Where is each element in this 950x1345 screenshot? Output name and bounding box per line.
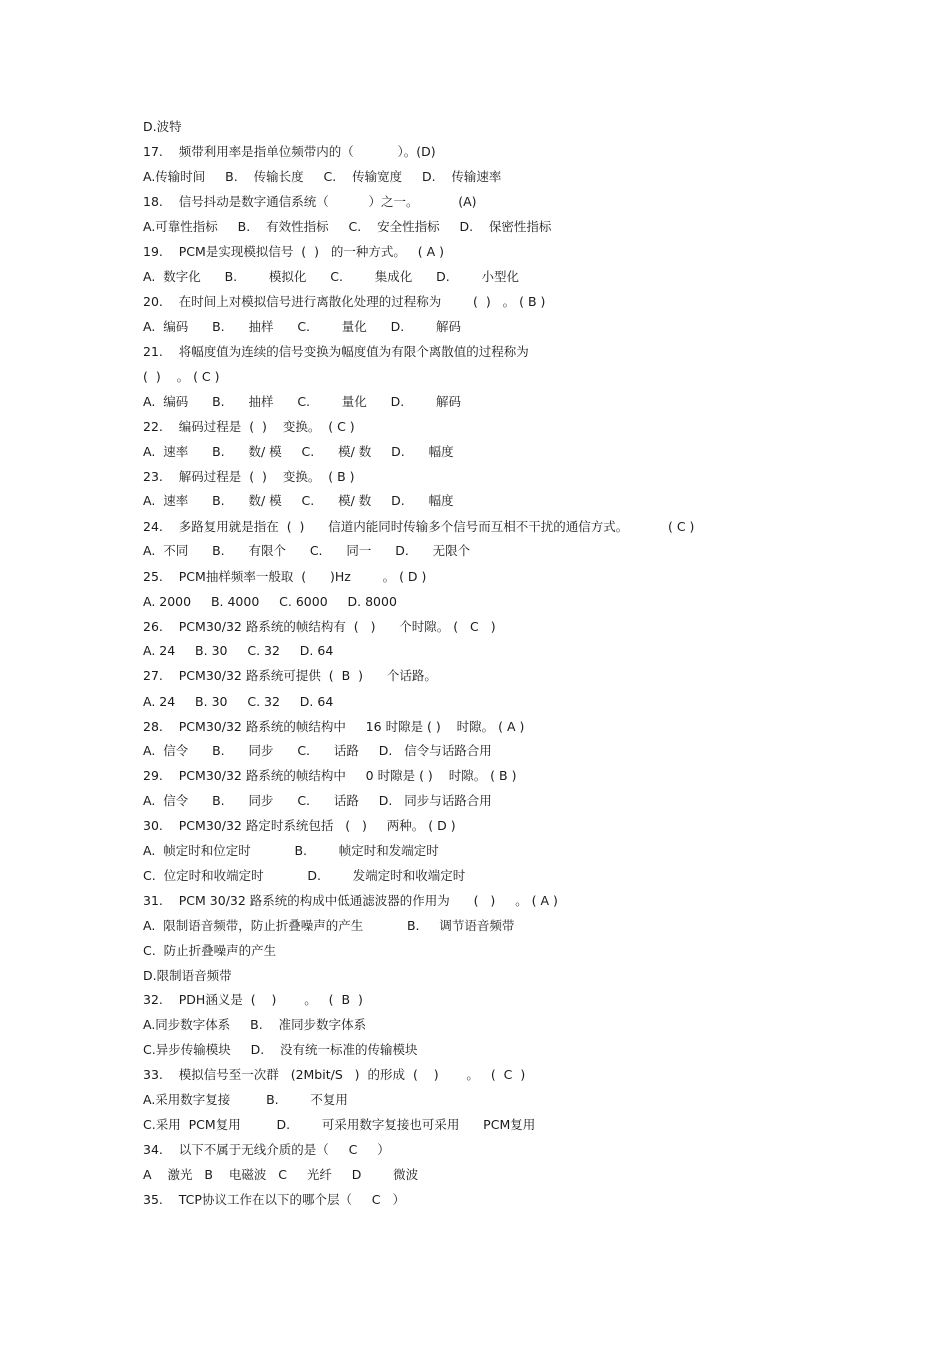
question-21: 21. 将幅度值为连续的信号变换为幅度值为有限个离散值的过程称为 — [143, 344, 529, 359]
options-26: A. 24 B. 30 C. 32 D. 64 — [143, 643, 334, 658]
options-18: A.可靠性指标 B. 有效性指标 C. 安全性指标 D. 保密性指标 — [143, 219, 552, 234]
question-35: 35. TCP协议工作在以下的哪个层（ C ） — [143, 1192, 405, 1207]
question-23: 23. 解码过程是 ( ) 变换。 ( B ) — [143, 469, 355, 484]
options-33-cd: C.采用 PCM复用 D. 可采用数字复接也可采用 PCM复用 — [143, 1117, 536, 1132]
question-32: 32. PDH涵义是 ( ) 。 ( B ) — [143, 992, 363, 1007]
options-24: A. 不同 B. 有限个 C. 同一 D. 无限个 — [143, 543, 471, 558]
question-18: 18. 信号抖动是数字通信系统（ ）之一。 (A) — [143, 194, 477, 209]
question-30: 30. PCM30∕32 路定时系统包括 ( ) 两种。 ( D ) — [143, 818, 456, 833]
question-19: 19. PCM是实现模拟信号 ( ) 的一种方式。 ( A ) — [143, 244, 445, 259]
options-32-cd: C.异步传输模块 D. 没有统一标准的传输模块 — [143, 1042, 418, 1057]
options-27: A. 24 B. 30 C. 32 D. 64 — [143, 694, 334, 709]
options-21: A. 编码 B. 抽样 C. 量化 D. 解码 — [143, 394, 462, 409]
options-29: A. 信令 B. 同步 C. 话路 D. 同步与话路合用 — [143, 793, 492, 808]
options-17: A.传输时间 B. 传输长度 C. 传输宽度 D. 传输速率 — [143, 169, 502, 184]
question-27: 27. PCM30∕32 路系统可提供 ( B ) 个话路。 — [143, 668, 437, 683]
options-22: A. 速率 B. 数/ 模 C. 模/ 数 D. 幅度 — [143, 444, 454, 459]
question-25: 25. PCM抽样频率一般取 ( )Hz 。 ( D ) — [143, 569, 427, 584]
question-31: 31. PCM 30∕32 路系统的构成中低通滤波器的作用为 ( ) 。 ( A ) — [143, 893, 558, 908]
question-21-continued: ( ) 。 ( C ) — [143, 369, 220, 384]
options-34: A 激光 B 电磁波 C 光纤 D 微波 — [143, 1167, 419, 1182]
question-20: 20. 在时间上对模拟信号进行离散化处理的过程称为 ( ) 。 ( B ) — [143, 294, 546, 309]
options-19: A. 数字化 B. 模拟化 C. 集成化 D. 小型化 — [143, 269, 519, 284]
question-26: 26. PCM30∕32 路系统的帧结构有 ( ) 个时隙。 ( C ) — [143, 619, 496, 634]
text-line-1: D.波特 — [143, 119, 182, 134]
question-28: 28. PCM30∕32 路系统的帧结构中 16 时隙是 ( ) 时隙。 ( A ) — [143, 719, 525, 734]
options-31-c: C. 防止折叠噪声的产生 — [143, 943, 277, 958]
options-25: A. 2000 B. 4000 C. 6000 D. 8000 — [143, 594, 397, 609]
question-33: 33. 模拟信号至一次群 (2Mbit/S ) 的形成 ( ) 。 ( C ) — [143, 1067, 526, 1082]
options-20: A. 编码 B. 抽样 C. 量化 D. 解码 — [143, 319, 462, 334]
options-32-ab: A.同步数字体系 B. 准同步数字体系 — [143, 1017, 367, 1032]
options-30-ab: A. 帧定时和位定时 B. 帧定时和发端定时 — [143, 843, 439, 858]
question-22: 22. 编码过程是 ( ) 变换。 ( C ) — [143, 419, 355, 434]
options-23: A. 速率 B. 数/ 模 C. 模/ 数 D. 幅度 — [143, 493, 454, 508]
options-30-cd: C. 位定时和收端定时 D. 发端定时和收端定时 — [143, 868, 466, 883]
question-17: 17. 频带利用率是指单位频带内的（ ）。(D) — [143, 144, 436, 159]
options-28: A. 信令 B. 同步 C. 话路 D. 信令与话路合用 — [143, 743, 492, 758]
options-31-d: D.限制语音频带 — [143, 968, 232, 983]
options-33-ab: A.采用数字复接 B. 不复用 — [143, 1092, 348, 1107]
options-31-ab: A. 限制语音频带，防止折叠噪声的产生 B. 调节语音频带 — [143, 918, 515, 933]
question-24: 24. 多路复用就是指在 ( ) 信道内能同时传输多个信号而互相不干扰的通信方式。 ( C ) — [143, 519, 695, 534]
question-29: 29. PCM30∕32 路系统的帧结构中 0 时隙是 ( ) 时隙。 ( B ) — [143, 768, 517, 783]
question-34: 34. 以下不属于无线介质的是（ C ） — [143, 1142, 390, 1157]
